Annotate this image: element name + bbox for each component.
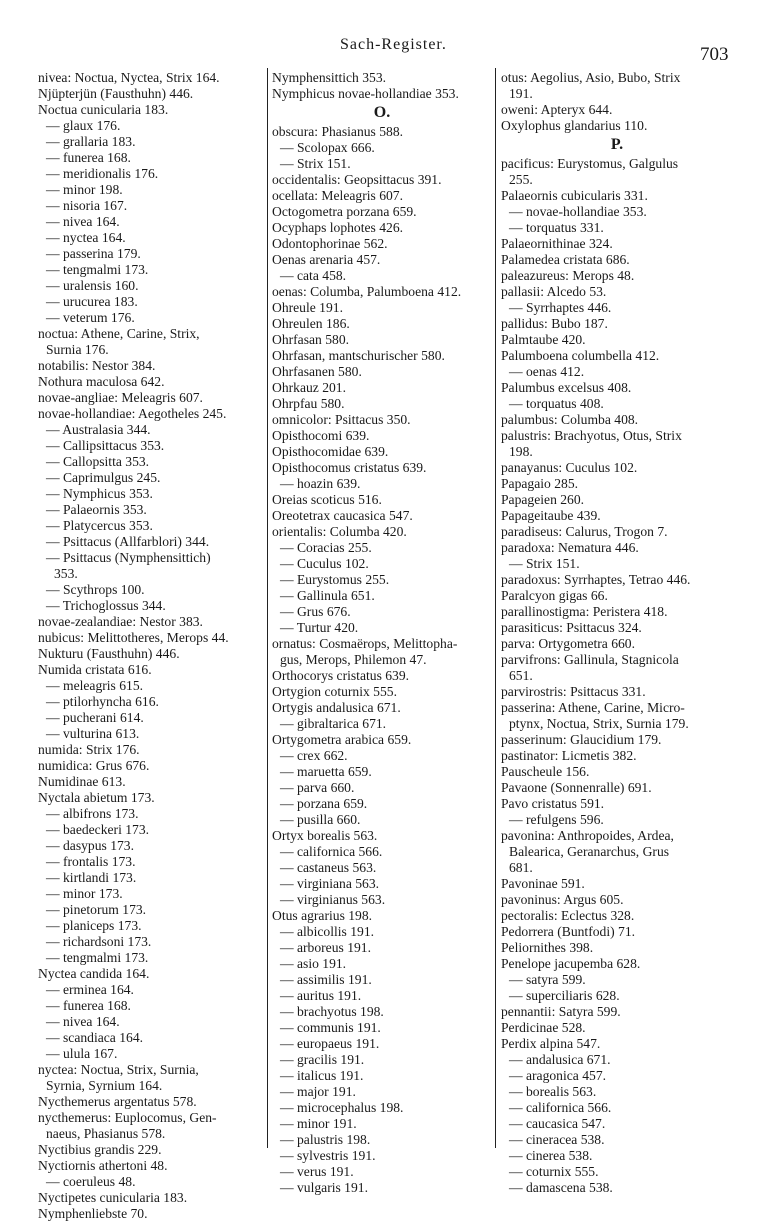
index-entry: 255. <box>509 172 533 187</box>
index-entry: Palamedea cristata 686. <box>501 252 630 267</box>
index-entry: — arboreus 191. <box>280 940 371 955</box>
index-entry: — pucherani 614. <box>46 710 144 725</box>
index-entry: — castaneus 563. <box>280 860 377 875</box>
index-entry: ornatus: Cosmaërops, Melittopha- <box>272 636 458 651</box>
index-entry: — asio 191. <box>280 956 347 971</box>
index-entry: panayanus: Cuculus 102. <box>501 460 638 475</box>
index-entry: — richardsoni 173. <box>46 934 152 949</box>
index-entry: — coeruleus 48. <box>46 1174 136 1189</box>
index-entry: — virginiana 563. <box>280 876 380 891</box>
index-entry: Paralcyon gigas 66. <box>501 588 608 603</box>
index-entry: Nothura maculosa 642. <box>38 374 165 389</box>
index-entry: — albifrons 173. <box>46 806 139 821</box>
index-entry: — cinerea 538. <box>509 1148 593 1163</box>
index-entry: Ohrkauz 201. <box>272 380 346 395</box>
index-entry: — sylvestris 191. <box>280 1148 376 1163</box>
index-entry: ocellata: Meleagris 607. <box>272 188 403 203</box>
index-entry: oweni: Apteryx 644. <box>501 102 613 117</box>
index-entry: Opisthocomus cristatus 639. <box>272 460 427 475</box>
running-title: Sach-Register. <box>340 36 447 53</box>
index-entry: — major 191. <box>280 1084 356 1099</box>
index-entry: — nisoria 167. <box>46 198 128 213</box>
index-entry: — grallaria 183. <box>46 134 136 149</box>
index-entry: Opisthocomi 639. <box>272 428 370 443</box>
index-entry: — meleagris 615. <box>46 678 144 693</box>
index-entry: Papageitaube 439. <box>501 508 601 523</box>
index-entry: — virginianus 563. <box>280 892 386 907</box>
index-entry: Pavaone (Sonnenralle) 691. <box>501 780 652 795</box>
index-entry: — Turtur 420. <box>280 620 359 635</box>
index-entry: — crex 662. <box>280 748 348 763</box>
index-entry: Ortyx borealis 563. <box>272 828 378 843</box>
index-entry: pavonina: Anthropoides, Ardea, <box>501 828 674 843</box>
index-entry: paleazureus: Merops 48. <box>501 268 635 283</box>
index-entry: Noctua cunicularia 183. <box>38 102 169 117</box>
index-entry: — scandiaca 164. <box>46 1030 144 1045</box>
index-entry: — palustris 198. <box>280 1132 371 1147</box>
section-letter: O. <box>373 104 391 121</box>
index-entry: — meridionalis 176. <box>46 166 159 181</box>
index-entry: Ortygis andalusica 671. <box>272 700 401 715</box>
index-column-2 <box>272 70 492 1196</box>
index-entry: Oreias scoticus 516. <box>272 492 382 507</box>
index-entry: Ocyphaps lophotes 426. <box>272 220 404 235</box>
index-entry: — erminea 164. <box>46 982 134 997</box>
index-entry: ptynx, Noctua, Strix, Surnia 179. <box>509 716 689 731</box>
index-entry: Peliornithes 398. <box>501 940 594 955</box>
index-entry: — refulgens 596. <box>509 812 604 827</box>
index-entry: Nyctala abietum 173. <box>38 790 155 805</box>
index-entry: Papageien 260. <box>501 492 585 507</box>
index-entry: Numida cristata 616. <box>38 662 152 677</box>
index-entry: obscura: Phasianus 588. <box>272 124 404 139</box>
index-entry: Otus agrarius 198. <box>272 908 373 923</box>
index-entry: — damascena 538. <box>509 1180 613 1195</box>
index-entry: — communis 191. <box>280 1020 381 1035</box>
index-entry: nivea: Noctua, Nyctea, Strix 164. <box>38 70 220 85</box>
index-entry: — glaux 176. <box>46 118 121 133</box>
index-entry: naeus, Phasianus 578. <box>46 1126 166 1141</box>
index-entry: — novae-hollandiae 353. <box>509 204 647 219</box>
index-entry: Nymphenliebste 70. <box>38 1206 148 1221</box>
index-entry: Pauschеule 156. <box>501 764 590 779</box>
index-entry: — torquatus 331. <box>509 220 604 235</box>
index-entry: — maruetta 659. <box>280 764 372 779</box>
index-entry: Nycthemerus argentatus 578. <box>38 1094 197 1109</box>
index-entry: — passerina 179. <box>46 246 141 261</box>
index-entry: Opisthocomidae 639. <box>272 444 389 459</box>
index-entry: — Eurystomus 255. <box>280 572 390 587</box>
index-entry: — microcephalus 198. <box>280 1100 404 1115</box>
column-rule <box>267 68 268 1148</box>
index-entry: — hoazin 639. <box>280 476 361 491</box>
index-entry: — superciliaris 628. <box>509 988 620 1003</box>
index-entry: Oenas arenaria 457. <box>272 252 381 267</box>
index-entry: omnicolor: Psittacus 350. <box>272 412 411 427</box>
page-number: 703 <box>700 44 729 65</box>
index-entry: paradiseus: Calurus, Trogon 7. <box>501 524 668 539</box>
index-entry: Syrnia, Syrnium 164. <box>46 1078 163 1093</box>
index-entry: Orthocorys cristatus 639. <box>272 668 410 683</box>
index-entry: — gibraltarica 671. <box>280 716 387 731</box>
index-entry: Nyctibius grandis 229. <box>38 1142 162 1157</box>
index-entry: passerina: Athene, Carine, Micro- <box>501 700 685 715</box>
index-entry: — Callipsittacus 353. <box>46 438 165 453</box>
index-entry: novae-zealandiae: Nestor 383. <box>38 614 203 629</box>
index-entry: — pusilla 660. <box>280 812 361 827</box>
index-entry: — borealis 563. <box>509 1084 597 1099</box>
index-entry: — gracilis 191. <box>280 1052 365 1067</box>
index-entry: Nyctiornis athertoni 48. <box>38 1158 168 1173</box>
index-column-3 <box>501 70 733 1196</box>
index-entry: pavoninus: Argus 605. <box>501 892 624 907</box>
index-entry: — auritus 191. <box>280 988 362 1003</box>
index-entry: — Cuculus 102. <box>280 556 369 571</box>
index-entry: oenas: Columba, Palumboena 412. <box>272 284 462 299</box>
index-entry: 353. <box>54 566 78 581</box>
index-entry: palustris: Brachyotus, Otus, Strix <box>501 428 682 443</box>
index-entry: parasiticus: Psittacus 324. <box>501 620 642 635</box>
index-entry: — Palaeornis 353. <box>46 502 147 517</box>
section-letter: P. <box>610 136 624 153</box>
index-column-1 <box>38 70 264 1222</box>
index-entry: Ohrpfau 580. <box>272 396 345 411</box>
index-entry: — europaeus 191. <box>280 1036 380 1051</box>
index-entry: orientalis: Columba 420. <box>272 524 407 539</box>
index-entry: — oenas 412. <box>509 364 585 379</box>
index-entry: — kirtlandi 173. <box>46 870 137 885</box>
index-entry: Oxylophus glandarius 110. <box>501 118 648 133</box>
index-entry: — Trichoglossus 344. <box>46 598 166 613</box>
index-entry: Ohrfasanen 580. <box>272 364 362 379</box>
index-entry: gus, Merops, Philemon 47. <box>280 652 427 667</box>
index-entry: numidica: Grus 676. <box>38 758 150 773</box>
index-entry: — Psittacus (Nymphensittich) <box>46 550 211 565</box>
index-entry: — assimilis 191. <box>280 972 372 987</box>
index-entry: — funerea 168. <box>46 150 131 165</box>
index-entry: paradoxa: Nematura 446. <box>501 540 639 555</box>
index-entry: parallinostigma: Peristera 418. <box>501 604 668 619</box>
index-entry: — tengmalmi 173. <box>46 262 149 277</box>
index-entry: Pedorrera (Buntfodi) 71. <box>501 924 636 939</box>
index-entry: Odontophorinae 562. <box>272 236 388 251</box>
index-entry: Perdicinae 528. <box>501 1020 586 1035</box>
index-entry: — vulturina 613. <box>46 726 140 741</box>
index-entry: occidentalis: Geopsittacus 391. <box>272 172 442 187</box>
index-entry: — Grus 676. <box>280 604 351 619</box>
index-entry: — satyra 599. <box>509 972 586 987</box>
index-entry: Pavoninae 591. <box>501 876 585 891</box>
index-entry: — cata 458. <box>280 268 347 283</box>
index-entry: Nyctea candida 164. <box>38 966 150 981</box>
index-entry: — funerea 168. <box>46 998 131 1013</box>
index-entry: — Syrrhaptes 446. <box>509 300 612 315</box>
index-entry: — brachyotus 198. <box>280 1004 384 1019</box>
index-entry: Palaeornis cubicularis 331. <box>501 188 648 203</box>
index-entry: Nukturu (Fausthuhn) 446. <box>38 646 180 661</box>
index-entry: — Strix 151. <box>509 556 580 571</box>
index-entry: Octogometra porzana 659. <box>272 204 417 219</box>
index-entry: parvirostris: Psittacus 331. <box>501 684 646 699</box>
index-entry: — urucurea 183. <box>46 294 138 309</box>
index-entry: — caucasica 547. <box>509 1116 606 1131</box>
index-entry: Palaeornithinae 324. <box>501 236 613 251</box>
index-entry: — coturnix 555. <box>509 1164 599 1179</box>
index-entry: — porzana 659. <box>280 796 368 811</box>
index-entry: paradoxus: Syrrhaptes, Tetrao 446. <box>501 572 691 587</box>
index-entry: Numidinae 613. <box>38 774 126 789</box>
index-entry: — uralensis 160. <box>46 278 139 293</box>
column-rule <box>495 68 496 1148</box>
index-entry: Ortygometra arabica 659. <box>272 732 412 747</box>
index-entry: novae-hollandiae: Aegotheles 245. <box>38 406 227 421</box>
index-entry: — parva 660. <box>280 780 355 795</box>
index-entry: Nymphensittich 353. <box>272 70 387 85</box>
index-entry: pennantii: Satyra 599. <box>501 1004 621 1019</box>
index-entry: — dasypus 173. <box>46 838 134 853</box>
index-entry: 198. <box>509 444 533 459</box>
index-entry: pectoralis: Eclectus 328. <box>501 908 635 923</box>
index-entry: 681. <box>509 860 533 875</box>
index-entry: Ortygion coturnix 555. <box>272 684 397 699</box>
index-entry: parvifrons: Gallinula, Stagnicola <box>501 652 679 667</box>
index-entry: Oreotetrax caucasica 547. <box>272 508 413 523</box>
index-entry: pastinator: Licmetis 382. <box>501 748 637 763</box>
index-entry: — Scythrops 100. <box>46 582 145 597</box>
index-entry: pacificus: Eurystomus, Galgulus <box>501 156 679 171</box>
index-entry: Ohrfasan, mantschurischer 580. <box>272 348 445 363</box>
index-entry: notabilis: Nestor 384. <box>38 358 156 373</box>
index-entry: noctua: Athene, Carine, Strix, <box>38 326 200 341</box>
index-entry: passerinum: Glaucidium 179. <box>501 732 662 747</box>
index-entry: — baedeckeri 173. <box>46 822 150 837</box>
index-entry: nyctea: Noctua, Strix, Surnia, <box>38 1062 199 1077</box>
index-entry: Perdix alpina 547. <box>501 1036 601 1051</box>
index-entry: — ulula 167. <box>46 1046 118 1061</box>
index-entry: — Nymphicus 353. <box>46 486 153 501</box>
index-entry: — californica 566. <box>509 1100 612 1115</box>
index-entry: Njüpterjün (Fausthuhn) 446. <box>38 86 194 101</box>
index-entry: — minor 198. <box>46 182 123 197</box>
index-entry: pallasii: Alcedo 53. <box>501 284 607 299</box>
index-entry: — italicus 191. <box>280 1068 364 1083</box>
index-entry: 191. <box>509 86 533 101</box>
index-entry: Ohreulen 186. <box>272 316 350 331</box>
index-entry: — Caprimulgus 245. <box>46 470 161 485</box>
index-entry: — ptilorhyncha 616. <box>46 694 159 709</box>
index-entry: — tengmalmi 173. <box>46 950 149 965</box>
index-entry: — Gallinula 651. <box>280 588 375 603</box>
index-entry: — Scolopax 666. <box>280 140 375 155</box>
index-entry: Surnia 176. <box>46 342 109 357</box>
index-entry: — torquatus 408. <box>509 396 604 411</box>
index-entry: 651. <box>509 668 533 683</box>
index-entry: — Strix 151. <box>280 156 351 171</box>
index-entry: Pavo cristatus 591. <box>501 796 605 811</box>
index-entry: — californica 566. <box>280 844 383 859</box>
index-entry: — frontalis 173. <box>46 854 136 869</box>
index-entry: Palumboena columbella 412. <box>501 348 660 363</box>
index-entry: — minor 173. <box>46 886 123 901</box>
index-entry: — cineracea 538. <box>509 1132 605 1147</box>
index-entry: — Callopsitta 353. <box>46 454 150 469</box>
index-entry: Penelope jacupemba 628. <box>501 956 641 971</box>
index-entry: pallidus: Bubo 187. <box>501 316 608 331</box>
index-entry: nubicus: Melittotheres, Merops 44. <box>38 630 229 645</box>
index-entry: numida: Strix 176. <box>38 742 140 757</box>
index-entry: — Platycercus 353. <box>46 518 153 533</box>
index-entry: — Psittacus (Allfarblori) 344. <box>46 534 210 549</box>
index-entry: — planiceps 173. <box>46 918 142 933</box>
index-entry: — nyctea 164. <box>46 230 126 245</box>
index-entry: — Coracias 255. <box>280 540 372 555</box>
index-entry: parva: Ortygometra 660. <box>501 636 636 651</box>
index-entry: nycthemerus: Euplocomus, Gen- <box>38 1110 217 1125</box>
index-entry: — nivea 164. <box>46 1014 120 1029</box>
index-entry: novae-angliae: Meleagris 607. <box>38 390 203 405</box>
index-entry: Ohreule 191. <box>272 300 343 315</box>
index-entry: — nivea 164. <box>46 214 120 229</box>
index-entry: — verus 191. <box>280 1164 354 1179</box>
index-entry: — veterum 176. <box>46 310 135 325</box>
index-entry: Palmtaube 420. <box>501 332 586 347</box>
index-entry: — aragonica 457. <box>509 1068 607 1083</box>
index-entry: Balearica, Geranarchus, Grus <box>509 844 670 859</box>
index-entry: Nyctipetes cunicularia 183. <box>38 1190 188 1205</box>
index-entry: Nymphicus novae-hollandiae 353. <box>272 86 459 101</box>
index-entry: palumbus: Columba 408. <box>501 412 639 427</box>
index-entry: Papagaio 285. <box>501 476 579 491</box>
index-entry: otus: Aegolius, Asio, Bubo, Strix <box>501 70 681 85</box>
index-entry: — pinetorum 173. <box>46 902 147 917</box>
index-entry: — albicollis 191. <box>280 924 375 939</box>
index-entry: Ohrfasan 580. <box>272 332 350 347</box>
index-entry: — andalusica 671. <box>509 1052 611 1067</box>
index-entry: — Australasia 344. <box>46 422 151 437</box>
index-entry: Palumbus excelsus 408. <box>501 380 632 395</box>
index-entry: — minor 191. <box>280 1116 357 1131</box>
index-entry: — vulgaris 191. <box>280 1180 368 1195</box>
